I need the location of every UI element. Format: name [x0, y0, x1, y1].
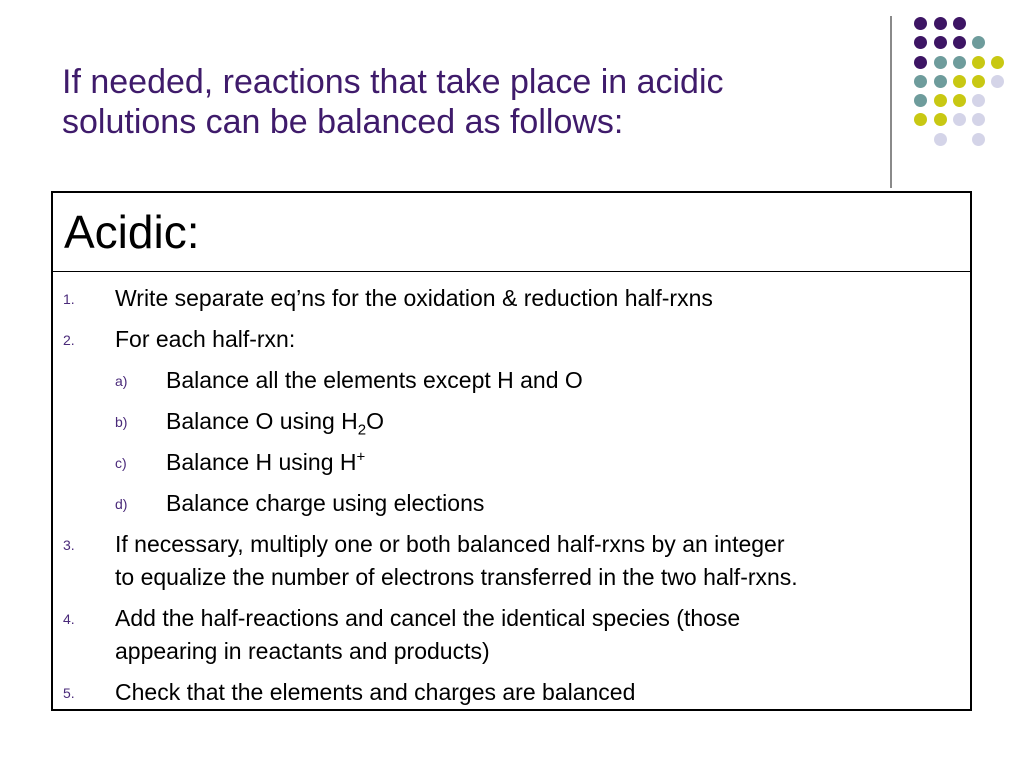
dot: [972, 56, 985, 69]
dot: [953, 75, 966, 88]
sub-list-item-text: Balance charge using elections: [166, 490, 485, 516]
sub-list-item: [53, 446, 970, 479]
dot: [991, 75, 1004, 88]
text-part: O: [366, 408, 385, 434]
list-item: [53, 323, 970, 356]
sub-list-letter: a): [115, 373, 128, 389]
superscript: +: [356, 448, 366, 466]
sub-list-item: [53, 364, 970, 397]
dot: [934, 17, 947, 30]
text-part: Balance O using H: [166, 408, 358, 434]
list-item-text: Check that the elements and charges are balanced: [115, 679, 636, 705]
dot: [991, 56, 1004, 69]
acidic-steps-box: [51, 191, 972, 711]
sub-list-item-text: [166, 449, 365, 475]
dot: [972, 75, 985, 88]
vertical-divider: [890, 16, 892, 188]
list-item-text: For each half-rxn:: [115, 326, 296, 352]
dot: [914, 113, 927, 126]
list-number: 4.: [63, 611, 75, 627]
sub-list-item: [53, 487, 970, 520]
dot: [972, 113, 985, 126]
dot: [914, 56, 927, 69]
sub-list-item-text: Balance all the elements except H and O: [166, 367, 583, 393]
text-part: Balance H using H: [166, 449, 357, 475]
sub-list-item-text: [166, 408, 385, 439]
dot: [953, 113, 966, 126]
dot: [972, 133, 985, 146]
dot: [934, 133, 947, 146]
list-number: 2.: [63, 332, 75, 348]
dot: [914, 36, 927, 49]
list-item-text: Write separate eq’ns for the oxidation & reduction half-rxns: [115, 285, 713, 311]
dot: [953, 36, 966, 49]
list-item: [53, 528, 970, 594]
dot: [934, 113, 947, 126]
box-header: [53, 193, 970, 272]
dot: [914, 94, 927, 107]
box-heading: Acidic:: [64, 206, 200, 258]
dot: [953, 56, 966, 69]
list-item: [53, 602, 970, 668]
list-item: [53, 282, 970, 315]
list-item: [53, 676, 970, 709]
dot: [934, 94, 947, 107]
list-item-line: If necessary, multiply one or both balanced half-rxns by an integer: [115, 531, 785, 557]
list-item-line: appearing in reactants and products): [115, 638, 490, 664]
dot: [934, 75, 947, 88]
title-line-1: If needed, reactions that take place in acidic: [62, 63, 724, 101]
sub-list-letter: c): [115, 455, 127, 471]
title-line-2: solutions can be balanced as follows:: [62, 103, 624, 141]
sub-list-letter: d): [115, 496, 128, 512]
dot: [972, 94, 985, 107]
dot: [934, 36, 947, 49]
dot: [914, 17, 927, 30]
sub-list-letter: b): [115, 414, 128, 430]
list-number: 5.: [63, 685, 75, 701]
dot: [953, 94, 966, 107]
steps-list: [53, 282, 970, 709]
dot: [934, 56, 947, 69]
list-item-line: Add the half-reactions and cancel the identical species (those: [115, 605, 741, 631]
dot: [914, 75, 927, 88]
list-item-line: to equalize the number of electrons transferred in the two half-rxns.: [115, 564, 798, 590]
sub-list-item: [53, 405, 970, 438]
subscript: 2: [357, 421, 367, 439]
dot: [972, 36, 985, 49]
list-number: 1.: [63, 291, 75, 307]
dot: [953, 17, 966, 30]
list-number: 3.: [63, 537, 75, 553]
slide-title: [62, 62, 862, 142]
